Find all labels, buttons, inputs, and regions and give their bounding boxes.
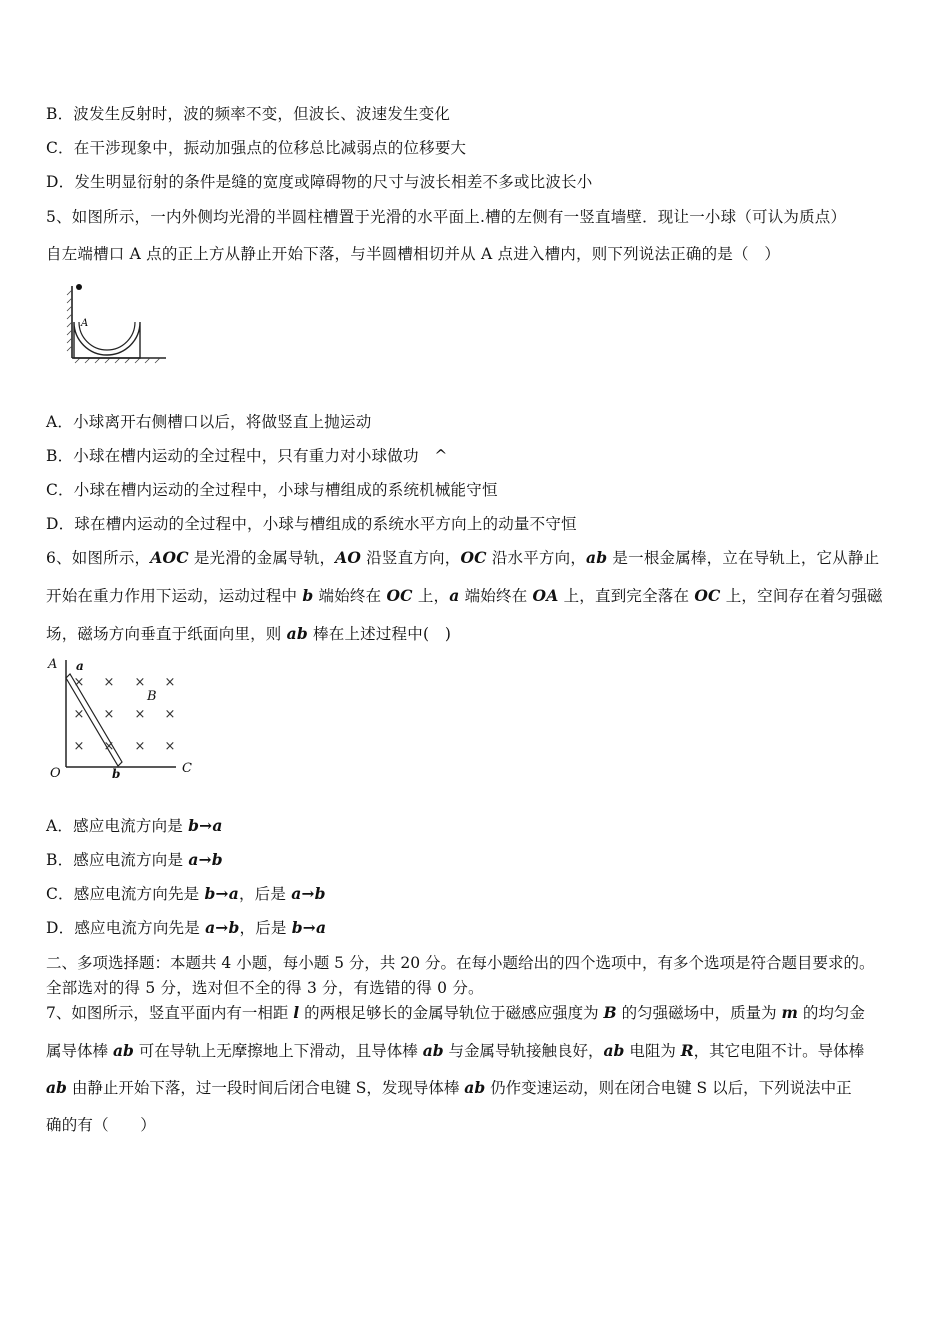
svg-text:×: ×	[164, 739, 176, 754]
section2-heading-line1: 二、多项选择题：本题共 4 小题，每小题 5 分，共 20 分。在每小题给出的四个选项中，有多个选项是符合题目要求的。	[46, 954, 875, 972]
svg-text:×: ×	[103, 675, 115, 690]
q5-option-c: C．小球在槽内运动的全过程中，小球与槽组成的系统机械能守恒	[46, 481, 498, 499]
q6-option-c: C．感应电流方向先是 b→a，后是 a→b	[46, 884, 326, 903]
q7-stem-line3: ab 由静止开始下落，过一段时间后闭合电键 S，发现导体棒 ab 仍作变速运动，则在闭合电键 S 以后，下列说法中正	[46, 1078, 852, 1097]
q5-option-a: A．小球离开右侧槽口以后，将做竖直上抛运动	[46, 413, 372, 431]
q4-option-d: D．发生明显衍射的条件是缝的宽度或障碍物的尺寸与波长相差不多或比波长小	[46, 173, 593, 191]
q7-stem-line2: 属导体棒 ab 可在导轨上无摩擦地上下滑动，且导体棒 ab 与金属导轨接触良好，ab 电阻为 R，其它电阻不计。导体棒	[46, 1041, 865, 1060]
section2-heading-line2: 全部选对的得 5 分，选对但不全的得 3 分，有选错的得 0 分。	[46, 979, 484, 997]
q5-stem-line1: 5、如图所示，一内外侧均光滑的半圆柱槽置于光滑的水平面上.槽的左侧有一竖直墙壁．现让一小球（可认为质点）	[46, 208, 847, 226]
q4-option-b: B．波发生反射时，波的频率不变，但波长、波速发生变化	[46, 105, 451, 123]
ball-icon	[76, 284, 82, 290]
svg-text:×: ×	[134, 739, 146, 754]
q6-option-b: B．感应电流方向是 a→b	[46, 850, 223, 869]
svg-text:×: ×	[164, 707, 176, 722]
svg-text:B: B	[147, 689, 157, 704]
svg-text:×: ×	[103, 707, 115, 722]
svg-text:×: ×	[73, 707, 85, 722]
svg-text:×: ×	[73, 739, 85, 754]
q6-stem-line3: 场，磁场方向垂直于纸面向里，则 ab 棒在上述过程中( )	[46, 624, 452, 643]
q6-option-a: A．感应电流方向是 b→a	[46, 816, 223, 835]
svg-text:×: ×	[134, 675, 146, 690]
svg-text:a: a	[76, 659, 84, 673]
q5-option-b: B．小球在槽内运动的全过程中，只有重力对小球做功 ^	[46, 447, 448, 465]
q5-option-d: D．球在槽内运动的全过程中，小球与槽组成的系统水平方向上的动量不守恒	[46, 515, 577, 533]
svg-text:×: ×	[73, 675, 85, 690]
svg-text:C: C	[182, 761, 192, 776]
q6-option-d: D．感应电流方向先是 a→b，后是 b→a	[46, 918, 327, 937]
q5-halfpipe-figure	[60, 280, 172, 364]
svg-text:A: A	[48, 657, 58, 672]
q5-stem-line2: 自左端槽口 A 点的正上方从静止开始下落，与半圆槽相切并从 A 点进入槽内，则下列说法正确的是（ ）	[46, 245, 781, 263]
svg-text:×: ×	[164, 675, 176, 690]
svg-text:×: ×	[134, 707, 146, 722]
q6-stem-line2: 开始在重力作用下运动，运动过程中 b 端始终在 OC 上，a 端始终在 OA 上，直到完全落在 OC 上，空间存在着匀强磁	[46, 586, 883, 605]
svg-text:×: ×	[103, 739, 115, 754]
q6-stem-line1: 6、如图所示，AOC 是光滑的金属导轨，AO 沿竖直方向，OC 沿水平方向，ab 是一根金属棒，立在导轨上，它从静止	[46, 548, 880, 567]
q7-stem-line4: 确的有（ ）	[46, 1116, 156, 1134]
q6-rail-figure	[44, 654, 200, 782]
svg-text:b: b	[112, 767, 121, 781]
q7-stem-line1: 7、如图所示，竖直平面内有一相距 l 的两根足够长的金属导轨位于磁感应强度为 B 的匀强磁场中，质量为 m 的均匀金	[46, 1003, 865, 1022]
svg-text:A: A	[81, 318, 89, 329]
svg-text:O: O	[50, 766, 61, 781]
q4-option-c: C．在干涉现象中，振动加强点的位移总比减弱点的位移要大	[46, 139, 467, 157]
